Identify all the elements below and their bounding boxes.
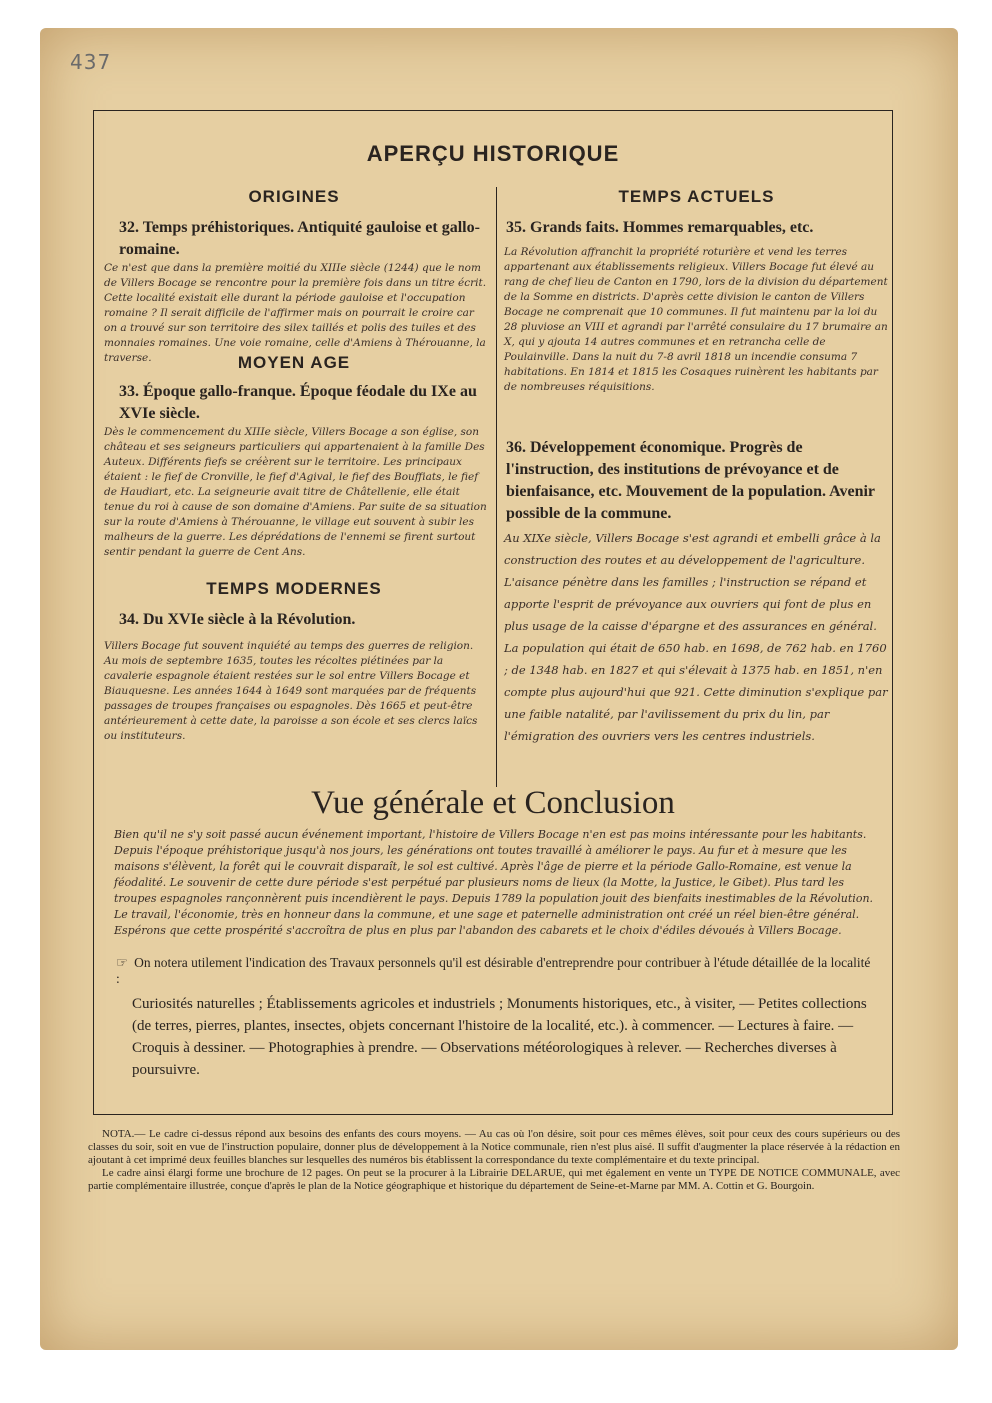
conclusion-text: Bien qu'il ne s'y soit passé aucun événement important, l'histoire de Villers Bocage n'en est pas moins intéressante pour les habitants. Depuis l'époque préhistorique jusqu'à nos jours, les générations ont toutes travaillé à améliorer le pays. Au fur et à mesure que les maisons s'élèvent, la forêt qui le couvrait disparaît, le sol est cultivé. Après l'âge de pierre et la période Gallo-Romaine, est venue la féodalité. Le souvenir de cette dure période s'est perpétué par plusieurs noms de lieux (la Motte, la Justice, le Gibet). Plus tard les troupes espagnoles rançonnèrent puis incendièrent le pays. Depuis 1789 la population jouit des bienfaits inestimables de la Révolution. Le travail, l'économie, très en honneur dans la commune, et une sage et paternelle administration ont créé un réel bien-être général. Espérons que cette prospérité s'accroîtra de plus en plus par l'abandon des cabarets et le choix d'édiles dévoués à Villers Bocage. (114, 828, 874, 937)
item-33: 33. Époque gallo-franque. Époque féodale du IXe au XVIe siècle. (119, 383, 477, 422)
conclusion-heading: Vue générale et Conclusion (311, 785, 675, 821)
page-number: 437 (70, 50, 112, 74)
item-32: 32. Temps préhistoriques. Antiquité gauloise et gallo-romaine. (119, 219, 480, 258)
text-temps-modernes: Villers Bocage fut souvent inquiété au temps des guerres de religion. Au mois de septembre 1635, toutes les récoltes piétinées par la cavalerie espagnole étaient restées sur le sol entre Villers Bocage et Biauquesne. Les années 1644 à 1649 sont marquées par de fréquents passages de troupes françaises ou espagnoles. Dès 1665 et peut-être antérieurement à cette date, la paroisse a son école et ses clercs laïcs ou instituteurs. (104, 640, 478, 742)
nota-paragraph-2: Le cadre ainsi élargi forme une brochure de 12 pages. On peut se la procurer à la Librairie DELARUE, qui met également en vente un TYPE DE NOTICE COMMUNALE, avec partie complémentaire illustrée, conçue d'après le plan de la Notice géographique et historique du département de Seine-et-Marne par MM. A. Cottin et G. Bourgoin. (88, 1167, 900, 1192)
nota-paragraph-1: NOTA.— Le cadre ci-dessus répond aux besoins des enfants des cours moyens. — Au cas où l'on désire, soit pour ces mêmes élèves, soit pour ceux des cours supérieurs ou des classes du soir, soit en vue de l'instruction populaire, donner plus de développement à la Notice communale, rien n'est plus aisé. Il suffit d'augmenter la place réservée à la rédaction en ajoutant à cet imprimé deux feuilles blanches sur lesquelles des numéros bis établissent la correspondance du texte complémentaire et du texte principal. (88, 1128, 900, 1166)
column-divider (496, 187, 497, 787)
suggestions-list: Curiosités naturelles ; Établissements agricoles et industriels ; Monuments historiques, etc., à visiter, — Petites collections (de terres, pierres, plantes, insectes, objets concernant l'histoire de la localité, etc.). à commencer. — Lectures à faire. — Croquis à dessiner. — Photographies à prendre. — Observations météorologiques à relever. — Recherches diverses à poursuivre. (132, 996, 867, 1078)
text-temps-actuels: La Révolution affranchit la propriété roturière et vend les terres appartenant aux établissements religieux. Villers Bocage fut élevé au rang de chef lieu de Canton en 1790, lors de la division du département de la Somme en districts. D'après cette division le canton de Villers Bocage ne comprenait que 10 communes. Il fut maintenu par la loi du 28 pluviose an VIII et agrandi par l'arrêté consulaire du 17 brumaire an X, qui y ajouta 14 autres communes et en retrancha celle de Poulainville. Dans la nuit du 7-8 avril 1818 un incendie consuma 7 habitations. En 1814 et 1815 les Cosaques ruinèrent les habitants par de nombreuses réquisitions. (504, 246, 888, 393)
content-frame (93, 110, 893, 1115)
heading-moyen-age: MOYEN AGE (237, 353, 351, 372)
heading-temps-modernes: TEMPS MODERNES (206, 579, 382, 598)
note-travaux-text: On notera utilement l'indication des Travaux personnels qu'il est désirable d'entreprendre pour contribuer à l'étude détaillée de la localité : (116, 955, 871, 986)
nota-footnote (88, 1128, 900, 1193)
heading-temps-actuels: TEMPS ACTUELS (618, 187, 775, 206)
text-moyen-age: Dès le commencement du XIIIe siècle, Villers Bocage a son église, son château et ses seigneurs particuliers qui appartenaient à la famille Des Auteux. Différents fiefs se créèrent sur le territoire. Les principaux étaient : le fief de Cronville, le fief d'Agival, le fief des Bouffiats, le fief de Haudiart, etc. La seigneurie avait titre de Châtellenie, elle était tenue du roi à cause de son domaine d'Amiens. Par suite de sa situation sur la route d'Amiens à Thérouanne, le village eut souvent à subir les malheurs de la guerre. Les déprédations de l'ennemi se firent surtout sentir pendant la guerre de Cent Ans. (104, 426, 487, 558)
note-travaux (116, 955, 876, 987)
page-title: APERÇU HISTORIQUE (366, 141, 620, 166)
item-36: 36. Développement économique. Progrès de l'instruction, des institutions de prévoyance et de bienfaisance, etc. Mouvement de la population. Avenir possible de la commune. (506, 439, 875, 522)
heading-origines: ORIGINES (248, 187, 340, 206)
text-origines: Ce n'est que dans la première moitié du XIIIe siècle (1244) que le nom de Villers Bocage se rencontre pour la première fois dans un titre écrit. Cette localité existait elle durant la période gauloise et l'occupation romaine ? Il serait difficile de l'affirmer mais on pourrait le croire car on a trouvé sur son territoire des silex taillés et polis des tuiles et des monnaies romaines. Une voie romaine, celle d'Amiens à Thérouanne, la traverse. (104, 262, 487, 364)
item-35: 35. Grands faits. Hommes remarquables, etc. (506, 219, 814, 236)
text-developpement: Au XIXe siècle, Villers Bocage s'est agrandi et embelli grâce à la construction des routes et au développement de l'agriculture. L'aisance pénètre dans les familles ; l'instruction se répand et apporte l'esprit de prévoyance aux ouvriers qui font de plus en plus usage de la caisse d'épargne et des assurances en général. La population qui était de 650 hab. en 1698, de 762 hab. en 1760 ; de 1348 hab. en 1827 et qui s'élevait à 1375 hab. en 1851, n'en compte plus aujourd'hui que 921. Cette diminution s'explique par une faible natalité, par l'avilissement du prix du lin, par l'émigration des ouvriers vers les centres industriels. (504, 531, 888, 743)
pointing-hand-icon: ☞ (116, 955, 129, 970)
item-34: 34. Du XVIe siècle à la Révolution. (119, 611, 356, 628)
